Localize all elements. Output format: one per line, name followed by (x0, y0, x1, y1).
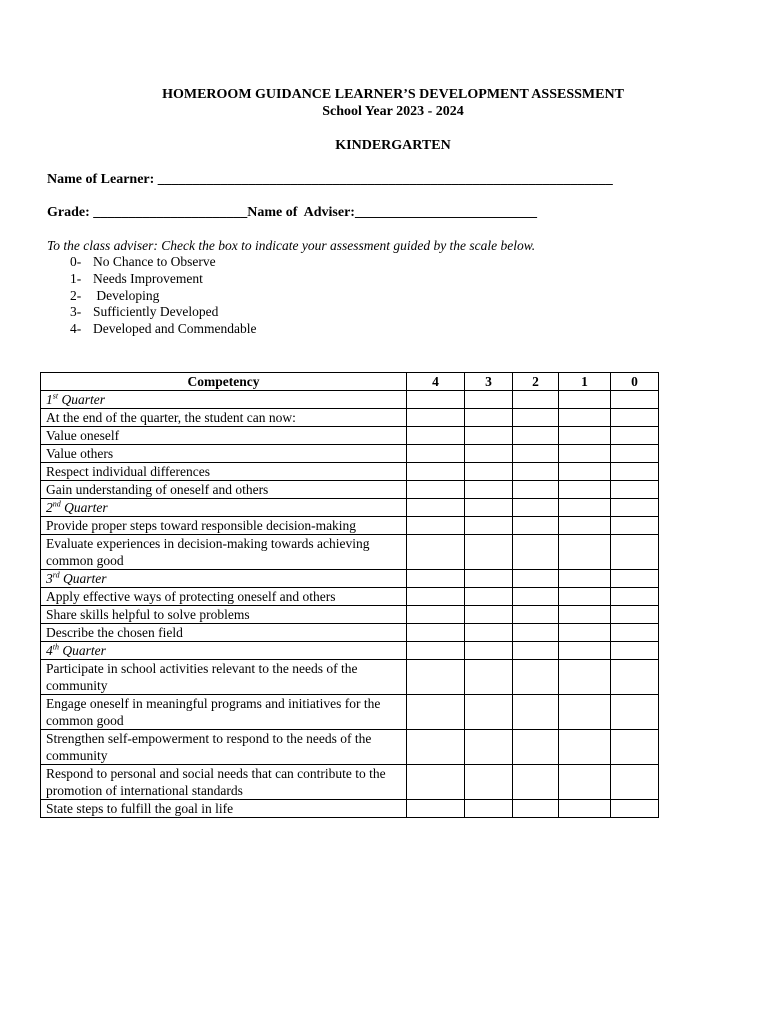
table-row (41, 517, 659, 535)
school-year: School Year 2023 - 2024 (322, 104, 464, 119)
table-row (41, 427, 659, 445)
checkbox-cell[interactable] (407, 535, 465, 570)
checkbox-cell[interactable] (465, 800, 513, 818)
checkbox-cell[interactable] (465, 427, 513, 445)
checkbox-cell[interactable] (407, 800, 465, 818)
checkbox-cell[interactable] (559, 624, 611, 642)
checkbox-cell[interactable] (559, 481, 611, 499)
quarter-row (41, 570, 659, 588)
checkbox-cell[interactable] (559, 517, 611, 535)
checkbox-cell[interactable] (611, 765, 659, 800)
checkbox-cell[interactable] (513, 765, 559, 800)
checkbox-cell[interactable] (611, 499, 659, 517)
checkbox-cell[interactable] (611, 642, 659, 660)
checkbox-cell[interactable] (611, 660, 659, 695)
scale-item: 3- Sufficiently Developed (70, 304, 219, 320)
checkbox-cell[interactable] (407, 606, 465, 624)
intro-text: At the end of the quarter, the student can now: (41, 409, 407, 427)
adviser-instructions: To the class adviser: Check the box to indicate your assessment guided by the scale below. (47, 238, 536, 253)
checkbox-cell[interactable] (513, 391, 559, 409)
checkbox-cell[interactable] (611, 517, 659, 535)
checkbox-cell[interactable] (559, 391, 611, 409)
competency-text: Respect individual differences (41, 463, 407, 481)
scale-item: 1- Needs Improvement (70, 270, 203, 286)
checkbox-cell[interactable] (611, 730, 659, 765)
checkbox-cell[interactable] (559, 570, 611, 588)
checkbox-cell[interactable] (465, 481, 513, 499)
checkbox-cell[interactable] (611, 535, 659, 570)
quarter-3-label: 3rd Quarter (41, 570, 407, 588)
checkbox-cell[interactable] (465, 642, 513, 660)
checkbox-cell[interactable] (513, 624, 559, 642)
score-2-header: 2 (513, 373, 559, 391)
checkbox-cell[interactable] (407, 427, 465, 445)
competency-text: Evaluate experiences in decision-making towards achieving common good (41, 535, 407, 570)
checkbox-cell[interactable] (407, 445, 465, 463)
checkbox-cell[interactable] (611, 391, 659, 409)
checkbox-cell[interactable] (465, 570, 513, 588)
checkbox-cell[interactable] (407, 409, 465, 427)
table-header-row (41, 373, 659, 391)
table-row (41, 535, 659, 570)
score-4-header: 4 (407, 373, 465, 391)
competency-text: Value oneself (41, 427, 407, 445)
checkbox-cell[interactable] (611, 695, 659, 730)
checkbox-cell[interactable] (559, 463, 611, 481)
checkbox-cell[interactable] (611, 481, 659, 499)
competency-text: Strengthen self-empowerment to respond to the needs of the community (41, 730, 407, 765)
competency-text: State steps to fulfill the goal in life (41, 800, 407, 818)
checkbox-cell[interactable] (611, 409, 659, 427)
checkbox-cell[interactable] (611, 588, 659, 606)
checkbox-cell[interactable] (407, 391, 465, 409)
rating-scale (70, 254, 256, 338)
checkbox-cell[interactable] (559, 535, 611, 570)
checkbox-cell[interactable] (465, 660, 513, 695)
checkbox-cell[interactable] (513, 481, 559, 499)
competency-table (40, 372, 659, 818)
checkbox-cell[interactable] (559, 499, 611, 517)
checkbox-cell[interactable] (513, 499, 559, 517)
checkbox-cell[interactable] (465, 463, 513, 481)
table-row (41, 624, 659, 642)
checkbox-cell[interactable] (513, 800, 559, 818)
checkbox-cell[interactable] (559, 642, 611, 660)
table-row (41, 660, 659, 695)
grade-level: KINDERGARTEN (335, 138, 451, 153)
checkbox-cell[interactable] (407, 624, 465, 642)
checkbox-cell[interactable] (513, 445, 559, 463)
scale-item: 0- No Chance to Observe (70, 254, 216, 269)
checkbox-cell[interactable] (465, 624, 513, 642)
checkbox-cell[interactable] (407, 499, 465, 517)
checkbox-cell[interactable] (611, 624, 659, 642)
quarter-2-label: 2nd Quarter (41, 499, 407, 517)
checkbox-cell[interactable] (513, 606, 559, 624)
competency-text: Describe the chosen field (41, 624, 407, 642)
competency-text: Apply effective ways of protecting oneself and others (41, 588, 407, 606)
checkbox-cell[interactable] (407, 765, 465, 800)
checkbox-cell[interactable] (513, 463, 559, 481)
competency-text: Engage oneself in meaningful programs and initiatives for the common good (41, 695, 407, 730)
checkbox-cell[interactable] (611, 427, 659, 445)
competency-text: Provide proper steps toward responsible decision-making (41, 517, 407, 535)
scale-item: 4- Developed and Commendable (70, 321, 257, 337)
checkbox-cell[interactable] (513, 535, 559, 570)
name-of-learner-field[interactable]: Name of Learner: _________________________________________________________________ (47, 172, 613, 187)
checkbox-cell[interactable] (407, 642, 465, 660)
competency-text: Share skills helpful to solve problems (41, 606, 407, 624)
checkbox-cell[interactable] (611, 463, 659, 481)
checkbox-cell[interactable] (465, 765, 513, 800)
checkbox-cell[interactable] (513, 588, 559, 606)
quarter-row (41, 642, 659, 660)
grade-adviser-field[interactable]: Grade: ______________________Name of Adviser:__________________________ (47, 205, 537, 220)
score-0-header: 0 (611, 373, 659, 391)
competency-text: Gain understanding of oneself and others (41, 481, 407, 499)
checkbox-cell[interactable] (465, 445, 513, 463)
checkbox-cell[interactable] (407, 730, 465, 765)
checkbox-cell[interactable] (465, 391, 513, 409)
checkbox-cell[interactable] (559, 765, 611, 800)
checkbox-cell[interactable] (465, 606, 513, 624)
table-row (41, 695, 659, 730)
quarter-1-label: 1st Quarter (41, 391, 407, 409)
table-row (41, 481, 659, 499)
quarter-4-label: 4th Quarter (41, 642, 407, 660)
competency-text: Value others (41, 445, 407, 463)
competency-header: Competency (41, 373, 407, 391)
scale-item: 2- Developing (70, 287, 160, 303)
checkbox-cell[interactable] (611, 570, 659, 588)
table-row (41, 765, 659, 800)
table-row (41, 445, 659, 463)
checkbox-cell[interactable] (407, 588, 465, 606)
table-row (41, 588, 659, 606)
checkbox-cell[interactable] (559, 660, 611, 695)
quarter-row (41, 499, 659, 517)
quarter-row (41, 391, 659, 409)
checkbox-cell[interactable] (465, 499, 513, 517)
checkbox-cell[interactable] (513, 409, 559, 427)
competency-text: Participate in school activities relevant to the needs of the community (41, 660, 407, 695)
table-row (41, 800, 659, 818)
form-title: HOMEROOM GUIDANCE LEARNER’S DEVELOPMENT ASSESSMENT (162, 87, 624, 102)
checkbox-cell[interactable] (407, 660, 465, 695)
checkbox-cell[interactable] (465, 517, 513, 535)
checkbox-cell[interactable] (513, 427, 559, 445)
checkbox-cell[interactable] (513, 570, 559, 588)
checkbox-cell[interactable] (559, 445, 611, 463)
checkbox-cell[interactable] (513, 695, 559, 730)
checkbox-cell[interactable] (611, 445, 659, 463)
checkbox-cell[interactable] (559, 730, 611, 765)
checkbox-cell[interactable] (559, 695, 611, 730)
table-row (41, 606, 659, 624)
checkbox-cell[interactable] (559, 588, 611, 606)
checkbox-cell[interactable] (611, 800, 659, 818)
checkbox-cell[interactable] (465, 409, 513, 427)
checkbox-cell[interactable] (513, 660, 559, 695)
checkbox-cell[interactable] (465, 588, 513, 606)
checkbox-cell[interactable] (559, 606, 611, 624)
checkbox-cell[interactable] (465, 535, 513, 570)
checkbox-cell[interactable] (465, 695, 513, 730)
checkbox-cell[interactable] (513, 730, 559, 765)
checkbox-cell[interactable] (559, 427, 611, 445)
checkbox-cell[interactable] (407, 463, 465, 481)
table-row (41, 463, 659, 481)
checkbox-cell[interactable] (465, 730, 513, 765)
competency-text: Respond to personal and social needs that can contribute to the promotion of international standards (41, 765, 407, 800)
checkbox-cell[interactable] (407, 517, 465, 535)
checkbox-cell[interactable] (407, 695, 465, 730)
score-1-header: 1 (559, 373, 611, 391)
checkbox-cell[interactable] (513, 642, 559, 660)
table-row (41, 730, 659, 765)
checkbox-cell[interactable] (559, 409, 611, 427)
checkbox-cell[interactable] (559, 800, 611, 818)
checkbox-cell[interactable] (611, 606, 659, 624)
score-3-header: 3 (465, 373, 513, 391)
checkbox-cell[interactable] (407, 481, 465, 499)
checkbox-cell[interactable] (513, 517, 559, 535)
checkbox-cell[interactable] (407, 570, 465, 588)
table-row (41, 409, 659, 427)
